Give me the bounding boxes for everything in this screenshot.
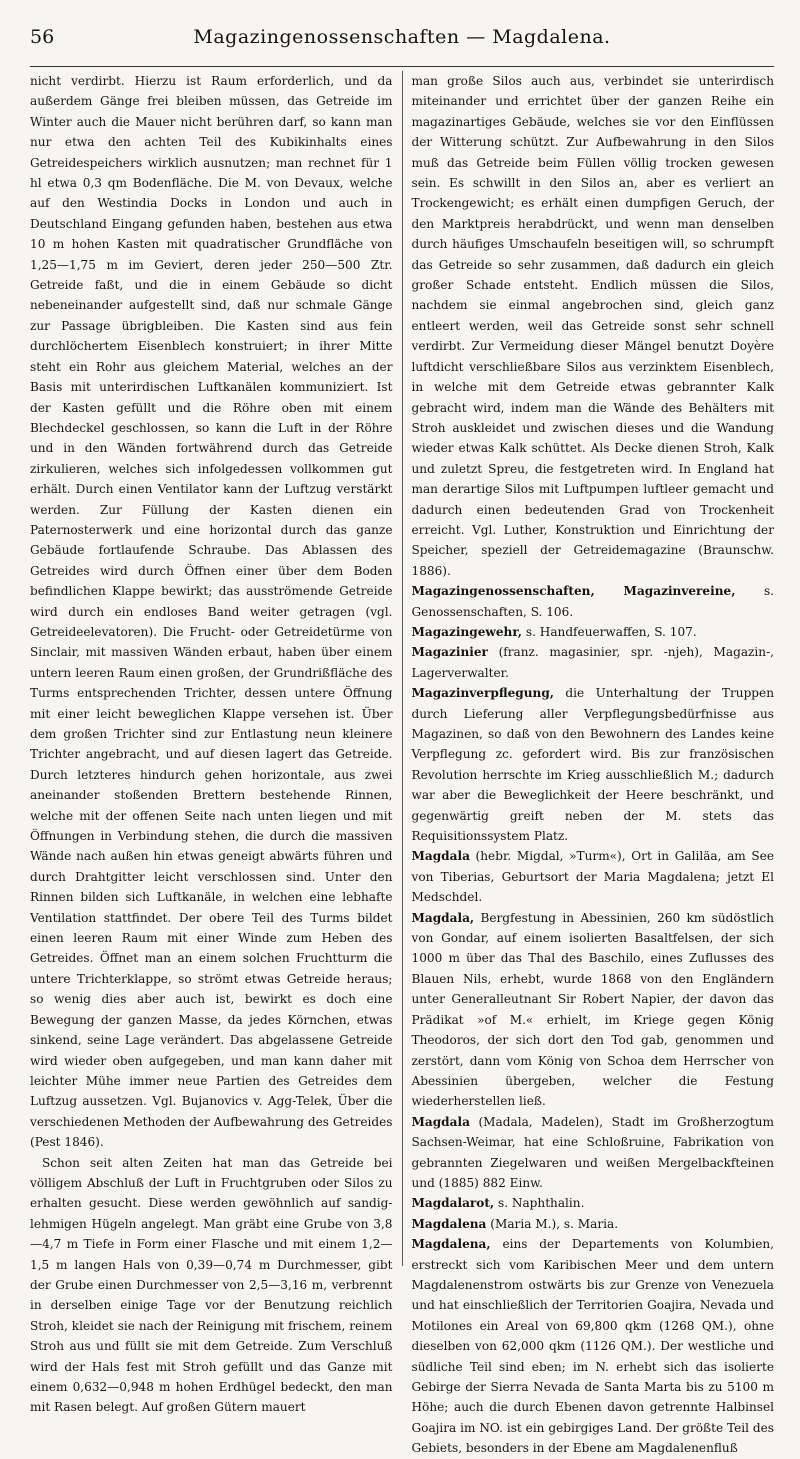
entry-magdala-weimar [412, 1112, 775, 1194]
entry-headword: Magdalena [411, 1216, 487, 1231]
entry-magdala-abessinien [412, 908, 775, 1112]
entry-text: eins der Departements von Kolumbien, erstreckt sich vom Karibischen Meer und dem untern Magdalenenstrom ostwärts bis zur Grenze von Venezuela und hat einschließlich der Territorien Goajira, Nevada und Motilones ein Areal von 69,800 qkm (1268 QM.), ohne dieselben von 62,000 qkm (1126 QM.). Der westliche und südliche Teil sind eben; im N. erhebt sich das isolierte Gebirge der Sierra Nevada de Santa Marta bis zu 5100 m Höhe; auch die durch Ebenen davon getrennte Halbinsel Goajira im NO. ist ein gebirgiges Land. Der größte Teil des Gebiets, besonders in der Ebene am Magdalenenfluß [411, 1237, 774, 1456]
entry-headword: Magdalarot, [411, 1196, 495, 1211]
entry-magazingewehr [412, 622, 775, 642]
entry-text: s. Naphthalin. [494, 1196, 585, 1211]
entry-magdalena-department [412, 1234, 775, 1458]
entry-text: die Unterhaltung der Truppen durch Lieferung aller Verpflegungsbedürfnisse aus Magazinen, so daß von den Bewohnern des Landes keine Verpflegung zc. gefordert wird. Bis zur französischen Revolution herrschte im Krieg ausschließlich M.; dadurch war aber die Beweglichkeit der Heere beschränkt, und gegenwärtig greift neben der M. stets das Requisitionssystem Platz. [411, 686, 774, 844]
entry-magdala-galilaea [412, 846, 775, 907]
entry-text: s. Genossenschaften, S. 106. [411, 584, 774, 619]
entry-magdalena-maria [412, 1214, 775, 1234]
left-column [30, 71, 402, 1415]
header-rule [30, 66, 774, 67]
page-header [30, 26, 774, 66]
text-columns [30, 71, 774, 1456]
entry-headword: Magdala, [411, 910, 475, 925]
entry-text: s. Handfeuerwaffen, S. 107. [522, 624, 697, 639]
entry-magazinier [412, 642, 775, 683]
entry-headword: Magazingenossenschaften, Magazinvereine, [411, 584, 736, 599]
entry-text: (Madala, Madelen), Stadt im Großherzogtum Sachsen-Weimar, hat eine Schloßruine, Fabrikation von gebrannten Ziegelwaren und weißen Mergelbackfteinen und (1885) 882 Einw. [411, 1114, 774, 1190]
paragraph: nicht verdirbt. Hierzu ist Raum erforderlich, und da außerdem Gänge frei bleiben müssen, das Getreide im Winter auch die Mauer nicht berühren darf, so kann man nur etwa den achten Teil des Kubikinhalts eines Getreidespeichers wirklich ausnutzen; man rechnet für 1 hl etwa 0,3 qm Bodenfläche. Die M. von Devaux, welche auf den Westindia Docks in London und auch in Deutschland Eingang gefunden haben, bestehen aus etwa 10 m hohen Kasten mit quadratischer Grundfläche von 1,25—1,75 m im Geviert, deren jeder 250—500 Ztr. Getreide faßt, und die in einem Gebäude so dicht nebeneinander aufgestellt sind, daß nur schmale Gänge zur Passage übrigbleiben. Die Kasten sind aus fein durchlöchertem Eisenblech konstruiert; in ihrer Mitte steht ein Rohr aus gleichem Material, welches an der Basis mit unterirdischen Luftkanälen kommuniziert. Ist der Kasten gefüllt und die Röhre oben mit einem Blechdeckel geschlossen, so kann die Luft in der Röhre und in den Wänden fortwährend durch das Getreide zirkulieren, welches sich infolgedessen vollkommen gut erhält. Durch einen Ventilator kann der Luftzug verstärkt werden. Zur Füllung der Kasten dienen ein Paternosterwerk und eine horizontal durch das ganze Gebäude fortlaufende Schraube. Das Ablassen des Getreides wird durch Öffnen einer über dem Boden befindlichen Klappe bewirkt; das ausströmende Getreide wird durch ein endloses Band weiter getragen (vgl. Getreideelevatoren). Die Frucht- oder Getreidetürme von Sinclair, mit massiven Wänden erbaut, haben über einem untern leeren Raum einen großen, der Grundrißfläche des Turms entsprechenden Trichter, dessen untere Öffnung mit einer leicht beweglichen Klappe versehen ist. Über dem großen Trichter sind zur Entlastung neun kleinere Trichter angebracht, und auf diesen lagert das Getreide. Durch letzteres hindurch gehen horizontale, aus zwei aneinander stoßenden Brettern bestehende Rinnen, welche mit der offenen Seite nach unten liegen und mit Öffnungen in Verbindung stehen, die durch die massiven Wände nach außen hin etwas geneigt abwärts führen und durch Drahtgitter leicht verschlossen sind. Unter den Rinnen bilden sich Luftkanäle, in welchen eine lebhafte Ventilation stattfindet. Der obere Teil des Turms bildet einen leeren Raum mit einer Winde zum Heben des Getreides. Öffnet man an einem solchen Fruchtturm die untere Trichterklappe, so strömt etwas Getreide heraus; so wenig dies aber auch ist, bewirkt es doch eine Bewegung der ganzen Masse, da jedes Körnchen, etwas sinkend, seine Lage verändert. Das abgelassene Getreide wird wieder oben aufgegeben, und man kann daher mit leichter Mühe immer neue Partien des Getreides dem Luftzug aussetzen. Vgl. Bujanovics v. Agg-Telek, Über die verschiedenen Methoden der Aufbewahrung des Getreides (Pest 1846). [30, 74, 393, 1150]
entry-headword: Magazinier [411, 645, 488, 660]
entry-text: Bergfestung in Abessinien, 260 km südöstlich von Gondar, auf einem isolierten Basaltfelsen, der sich 1000 m über das Thal des Baschilo, eines Zuflusses des Blauen Nils, erhebt, wurde 1868 von den Engländern unter Generalleutnant Sir Robert Napier, der davon das Prädikat »of M.« erhielt, im Kriege gegen König Theodoros, der sich dort den Tod gab, genommen und zerstört, dann vom König von Schoa dem Herrscher von Abessinien übergeben, welcher die Festung wiederherstellen ließ. [411, 910, 774, 1109]
running-title: Magazingenossenschaften — Magdalena. [193, 26, 611, 48]
entry-headword: Magdala [411, 1114, 470, 1129]
paragraph: man große Silos auch aus, verbindet sie unterirdisch miteinander und errichtet über der ganzen Reihe ein magazinartiges Gebäude, welches sie vor den Einflüssen der Witterung schützt. Zur Aufbewahrung in den Silos muß das Getreide beim Füllen völlig trocken gewesen sein. Es schwillt in den Silos an, aber es verliert an Trockengewicht; es erhält einen dumpfigen Geruch, der den Marktpreis herabdrückt, und wenn man denselben durch häufiges Umschaufeln beseitigen will, so schrumpft das Getreide so sehr zusammen, daß dadurch ein gleich großer Schade entsteht. Endlich müssen die Silos, nachdem sie einmal angebrochen sind, gleich ganz entleert werden, weil das Getreide sonst sehr schnell verdirbt. Zur Vermeidung dieser Mängel benutzt Doyère luftdicht verschließbare Silos aus verzinktem Eisenblech, in welche mit dem Getreide etwas gebrannter Kalk gebracht wird, indem man die Wände des Behälters mit Stroh auskleidet und zwischen dieses und die Wandung wieder etwas Kalk schüttet. Als Decke dienen Stroh, Kalk und zuletzt Spreu, die festgetreten wird. In England hat man derartige Silos mit Luftpumpen luftleer gemacht und dadurch einen bedeutenden Grad von Trockenheit erreicht. Vgl. Luther, Konstruktion und Einrichtung der Speicher, speziell der Getreidemagazine (Braunschw. 1886). [411, 74, 774, 578]
entry-headword: Magdalena, [411, 1237, 491, 1252]
entry-magazingenossenschaften [412, 581, 775, 622]
entry-headword: Magdala [411, 849, 470, 864]
paragraph: Schon seit alten Zeiten hat man das Getreide bei völligem Abschluß der Luft in Fruchtgruben oder Silos zu erhalten gesucht. Diese werden gewöhnlich auf sandig-lehmigen Hügeln angelegt. Man gräbt eine Grube von 3,8—4,7 m Tiefe in Form einer Flasche und mit einem 1,2—1,5 m langen Hals von 0,39—0,74 m Durchmesser, gibt der Grube einen Durchmesser von 2,5—3,16 m, verbrennt in derselben einige Tage vor der Benutzung reichlich Stroh, kleidet sie nach der Reinigung mit frischem, reinem Stroh aus und füllt sie mit dem Getreide. Zum Verschluß wird der Hals fest mit Stroh gefüllt und das Ganze mit einem 0,632—0,948 m hohen Erdhügel bedeckt, den man mit Rasen belegt. Auf großen Gütern mauert [30, 1155, 393, 1415]
entry-text: (Maria M.), s. Maria. [486, 1216, 619, 1231]
entry-headword: Magazinverpflegung, [411, 686, 555, 701]
entry-magazinverpflegung [412, 683, 775, 846]
entry-text: (hebr. Migdal, »Turm«), Ort in Galiläa, am See von Tiberias, Geburtsort der Maria Magdalena; jetzt El Medschdel. [411, 849, 774, 905]
page-number: 56 [30, 26, 55, 48]
right-column [402, 71, 775, 1456]
entry-magdalarot [412, 1193, 775, 1213]
entry-headword: Magazingewehr, [411, 624, 523, 639]
entry-text: (franz. magasinier, spr. -njeh), Magazin-, Lagerverwalter. [411, 645, 774, 680]
